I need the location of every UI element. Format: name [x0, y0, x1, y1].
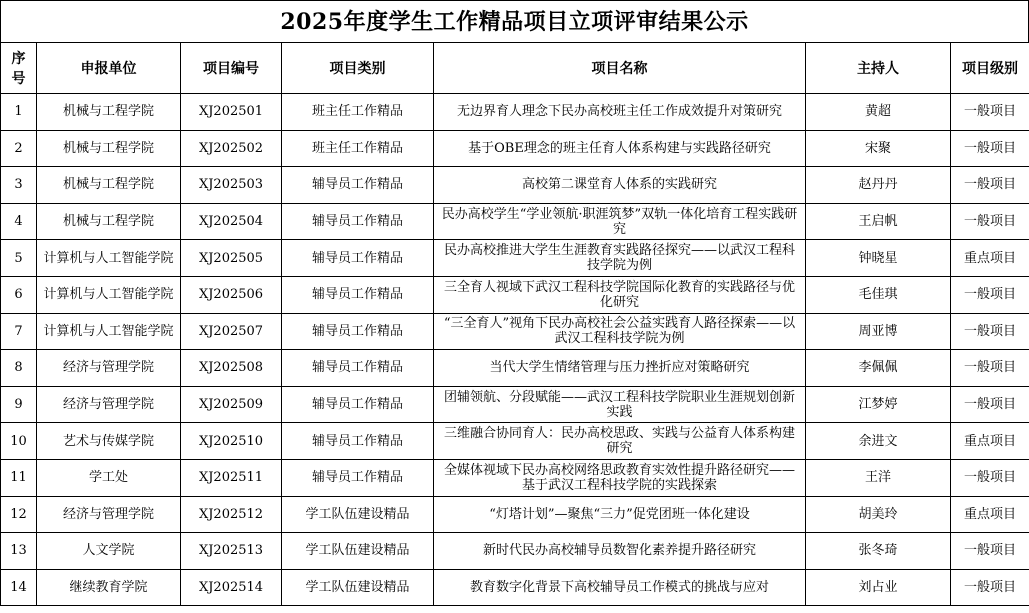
- cell-code: XJ202511: [181, 459, 282, 496]
- cell-unit: 人文学院: [37, 533, 181, 570]
- cell-level: 一般项目: [951, 533, 1029, 570]
- cell-name: 基于OBE理念的班主任育人体系构建与实践路径研究: [434, 130, 806, 167]
- cell-name: 高校第二课堂育人体系的实践研究: [434, 167, 806, 204]
- cell-code: XJ202505: [181, 240, 282, 277]
- cell-index: 1: [1, 94, 37, 131]
- table-body: [1, 94, 1029, 606]
- cell-code: XJ202502: [181, 130, 282, 167]
- cell-level: 一般项目: [951, 167, 1029, 204]
- table-row: [1, 496, 1029, 533]
- cell-host: 余进文: [806, 423, 951, 460]
- cell-type: 辅导员工作精品: [282, 313, 434, 350]
- cell-index: 13: [1, 533, 37, 570]
- header-index: 序号: [1, 43, 37, 94]
- cell-index: 6: [1, 276, 37, 313]
- cell-code: XJ202509: [181, 386, 282, 423]
- cell-code: XJ202513: [181, 533, 282, 570]
- cell-index: 11: [1, 459, 37, 496]
- table-row: [1, 459, 1029, 496]
- cell-name: 三全育人视域下武汉工程科技学院国际化教育的实践路径与优化研究: [434, 276, 806, 313]
- table-row: [1, 423, 1029, 460]
- table-row: [1, 386, 1029, 423]
- cell-code: XJ202501: [181, 94, 282, 131]
- cell-host: 毛佳琪: [806, 276, 951, 313]
- cell-type: 学工队伍建设精品: [282, 569, 434, 606]
- cell-type: 辅导员工作精品: [282, 203, 434, 240]
- header-row: [1, 43, 1029, 94]
- cell-level: 重点项目: [951, 240, 1029, 277]
- cell-type: 班主任工作精品: [282, 94, 434, 131]
- header-level: 项目级别: [951, 43, 1029, 94]
- cell-host: 胡美玲: [806, 496, 951, 533]
- table-row: [1, 240, 1029, 277]
- cell-host: 江梦婷: [806, 386, 951, 423]
- cell-type: 辅导员工作精品: [282, 423, 434, 460]
- header-host: 主持人: [806, 43, 951, 94]
- header-name: 项目名称: [434, 43, 806, 94]
- cell-type: 学工队伍建设精品: [282, 533, 434, 570]
- cell-name: 三维融合协同育人：民办高校思政、实践与公益育人体系构建研究: [434, 423, 806, 460]
- cell-level: 一般项目: [951, 203, 1029, 240]
- cell-host: 钟晓星: [806, 240, 951, 277]
- cell-type: 学工队伍建设精品: [282, 496, 434, 533]
- cell-index: 7: [1, 313, 37, 350]
- table-row: [1, 569, 1029, 606]
- cell-index: 14: [1, 569, 37, 606]
- cell-unit: 计算机与人工智能学院: [37, 313, 181, 350]
- cell-host: 周亚博: [806, 313, 951, 350]
- cell-level: 一般项目: [951, 94, 1029, 131]
- cell-type: 辅导员工作精品: [282, 350, 434, 387]
- cell-host: 宋聚: [806, 130, 951, 167]
- page-title: 2025年度学生工作精品项目立项评审结果公示: [0, 0, 1029, 42]
- cell-level: 一般项目: [951, 313, 1029, 350]
- cell-code: XJ202514: [181, 569, 282, 606]
- table-row: [1, 276, 1029, 313]
- cell-host: 王启帆: [806, 203, 951, 240]
- cell-host: 赵丹丹: [806, 167, 951, 204]
- cell-name: 民办高校学生“学业领航·职涯筑梦”双轨一体化培育工程实践研究: [434, 203, 806, 240]
- cell-name: 全媒体视域下民办高校网络思政教育实效性提升路径研究——基于武汉工程科技学院的实践探索: [434, 459, 806, 496]
- cell-type: 辅导员工作精品: [282, 386, 434, 423]
- cell-unit: 经济与管理学院: [37, 350, 181, 387]
- cell-host: 黄超: [806, 94, 951, 131]
- cell-unit: 计算机与人工智能学院: [37, 276, 181, 313]
- cell-name: “三全育人”视角下民办高校社会公益实践育人路径探索——以武汉工程科技学院为例: [434, 313, 806, 350]
- cell-code: XJ202504: [181, 203, 282, 240]
- cell-level: 一般项目: [951, 130, 1029, 167]
- cell-name: “灯塔计划”—聚焦“三力”促党团班一体化建设: [434, 496, 806, 533]
- cell-host: 王洋: [806, 459, 951, 496]
- cell-index: 9: [1, 386, 37, 423]
- cell-unit: 学工处: [37, 459, 181, 496]
- cell-host: 刘占业: [806, 569, 951, 606]
- cell-level: 一般项目: [951, 386, 1029, 423]
- cell-index: 10: [1, 423, 37, 460]
- cell-type: 辅导员工作精品: [282, 240, 434, 277]
- cell-host: 李佩佩: [806, 350, 951, 387]
- cell-name: 当代大学生情绪管理与压力挫折应对策略研究: [434, 350, 806, 387]
- cell-name: 教育数字化背景下高校辅导员工作模式的挑战与应对: [434, 569, 806, 606]
- table-row: [1, 167, 1029, 204]
- table-row: [1, 533, 1029, 570]
- table-row: [1, 313, 1029, 350]
- table-row: [1, 130, 1029, 167]
- cell-index: 5: [1, 240, 37, 277]
- cell-index: 4: [1, 203, 37, 240]
- cell-name: 新时代民办高校辅导员数智化素养提升路径研究: [434, 533, 806, 570]
- cell-level: 重点项目: [951, 496, 1029, 533]
- header-unit: 申报单位: [37, 43, 181, 94]
- cell-unit: 计算机与人工智能学院: [37, 240, 181, 277]
- results-table: [0, 42, 1029, 606]
- cell-type: 辅导员工作精品: [282, 276, 434, 313]
- cell-unit: 机械与工程学院: [37, 167, 181, 204]
- cell-unit: 经济与管理学院: [37, 496, 181, 533]
- cell-index: 3: [1, 167, 37, 204]
- cell-unit: 继续教育学院: [37, 569, 181, 606]
- table-row: [1, 350, 1029, 387]
- cell-code: XJ202510: [181, 423, 282, 460]
- cell-code: XJ202506: [181, 276, 282, 313]
- cell-unit: 经济与管理学院: [37, 386, 181, 423]
- cell-unit: 艺术与传媒学院: [37, 423, 181, 460]
- cell-unit: 机械与工程学院: [37, 94, 181, 131]
- cell-code: XJ202503: [181, 167, 282, 204]
- cell-code: XJ202508: [181, 350, 282, 387]
- cell-level: 一般项目: [951, 350, 1029, 387]
- header-type: 项目类别: [282, 43, 434, 94]
- cell-level: 一般项目: [951, 276, 1029, 313]
- cell-code: XJ202507: [181, 313, 282, 350]
- cell-level: 一般项目: [951, 569, 1029, 606]
- cell-index: 8: [1, 350, 37, 387]
- cell-unit: 机械与工程学院: [37, 130, 181, 167]
- cell-index: 2: [1, 130, 37, 167]
- cell-type: 辅导员工作精品: [282, 167, 434, 204]
- cell-type: 辅导员工作精品: [282, 459, 434, 496]
- cell-name: 民办高校推进大学生生涯教育实践路径探究——以武汉工程科技学院为例: [434, 240, 806, 277]
- cell-level: 重点项目: [951, 423, 1029, 460]
- header-code: 项目编号: [181, 43, 282, 94]
- cell-index: 12: [1, 496, 37, 533]
- cell-host: 张冬琦: [806, 533, 951, 570]
- table-row: [1, 94, 1029, 131]
- cell-unit: 机械与工程学院: [37, 203, 181, 240]
- table-row: [1, 203, 1029, 240]
- cell-code: XJ202512: [181, 496, 282, 533]
- cell-name: 团辅领航、分段赋能——武汉工程科技学院职业生涯规划创新实践: [434, 386, 806, 423]
- cell-level: 一般项目: [951, 459, 1029, 496]
- cell-name: 无边界育人理念下民办高校班主任工作成效提升对策研究: [434, 94, 806, 131]
- cell-type: 班主任工作精品: [282, 130, 434, 167]
